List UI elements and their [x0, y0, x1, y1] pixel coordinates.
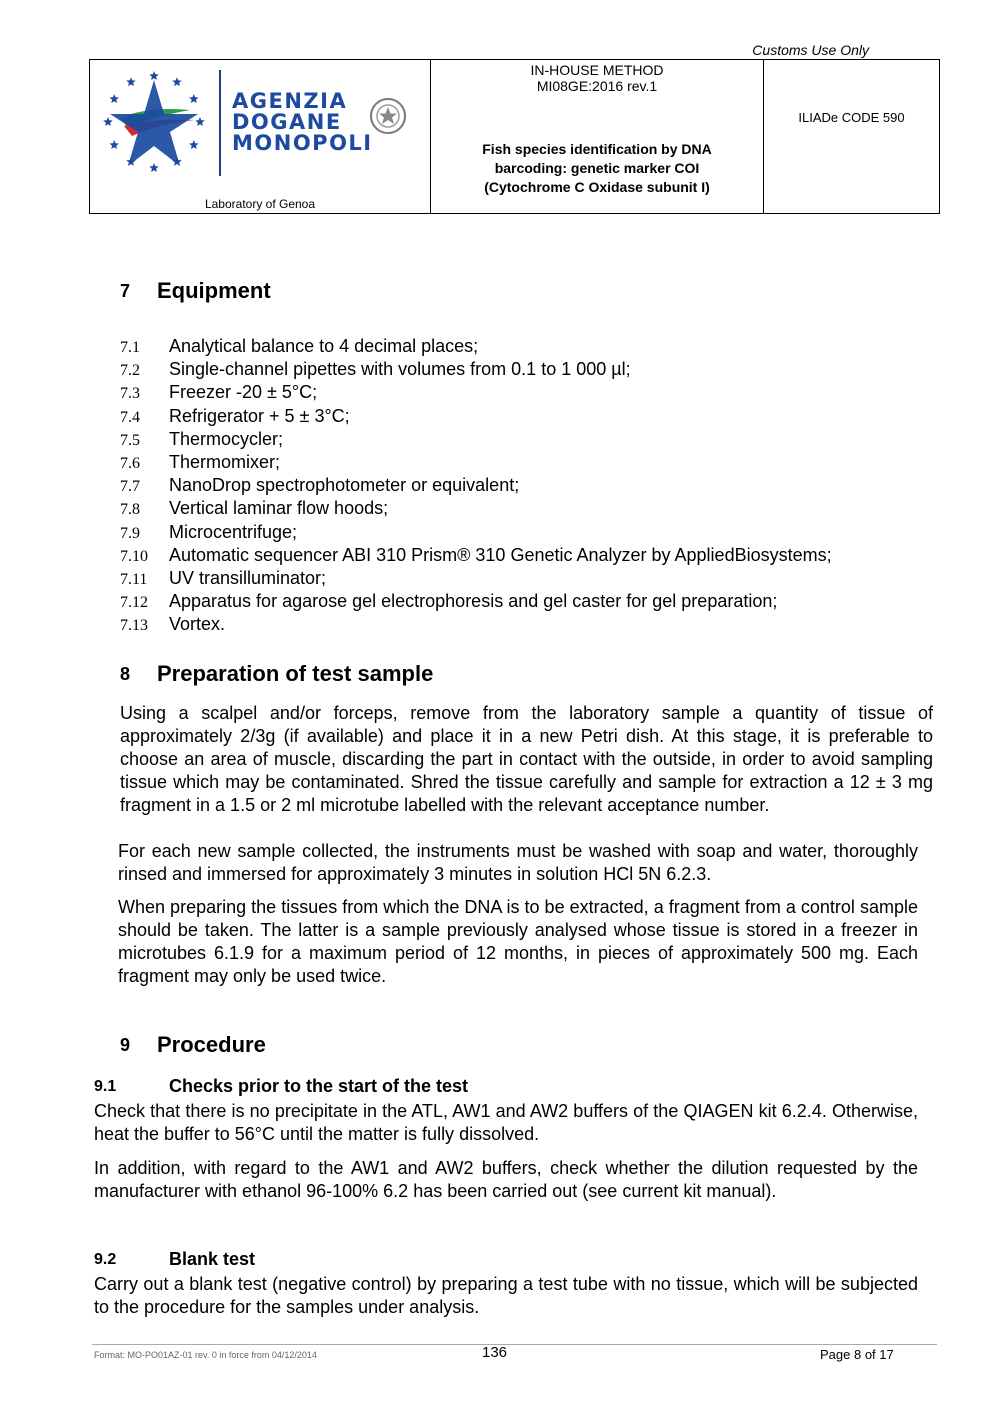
subsection-title: Blank test: [169, 1249, 256, 1269]
paragraph-blank-test: Carry out a blank test (negative control) by preparing a test tube with no tissue, which will be subjected to the procedure for the samples under analysis.: [94, 1274, 918, 1317]
iliade-code: ILIADe CODE 590: [798, 110, 905, 125]
list-item: 7.1 Analytical balance to 4 decimal places;: [120, 336, 479, 356]
paragraph-sample-cutting: Using a scalpel and/or forceps, remove from the laboratory sample a quantity of tissue of approximately 2/3g (if available) and place it in a new Petri dish. At this stage, it is preferable to choose an area of muscle, discarding the part in contact with the outside, in order to avoid sampling tissue which may be contaminated. Shred the tissue carefully and sample for extraction a 12 ± 3 mg fragment in a 1.5 or 2 ml microtube labelled with the relevant acceptance number.: [120, 703, 933, 815]
subsection-title: Checks prior to the start of the test: [169, 1076, 469, 1096]
section-title: Procedure: [157, 1032, 266, 1057]
equipment-list: [120, 335, 832, 636]
logo-star-icon: [109, 94, 119, 103]
list-item: 7.6 Thermomixer;: [120, 451, 281, 472]
footer-format-note: Format: MO-PO01AZ-01 rev. 0 in force from 04/12/2014: [94, 1350, 317, 1360]
italian-emblem-icon: [368, 92, 408, 140]
subsection-number: 9.1: [94, 1078, 117, 1095]
star-wreath-logo-icon: [98, 66, 210, 178]
paragraph-control-sample: When preparing the tissues from which the DNA is to be extracted, a fragment from a control sample should be taken. The latter is a sample previously analysed whose tissue is stored in a freezer in microtubes 6.1.9 for a maximum period of 12 months, in pieces of approximately 500 mg. Each fragment may only be used twice.: [118, 897, 918, 986]
logo-star-icon: [149, 163, 159, 172]
section-number: 8: [120, 664, 131, 684]
footer-page-number: Page 8 of 17: [820, 1347, 894, 1362]
logo-star-icon: [126, 77, 136, 86]
section-number: 9: [120, 1035, 131, 1055]
list-item: 7.5 Thermocycler;: [120, 428, 284, 449]
list-item: 7.11 UV transilluminator;: [120, 567, 327, 588]
paragraph-buffer-dilution: In addition, with regard to the AW1 and AW2 buffers, check whether the dilution requested by the manufacturer with ethanol 96-100% 6.2 has been carried out (see current kit manual).: [94, 1158, 918, 1201]
logo-star-icon: [149, 71, 159, 80]
logo-star-icon: [172, 77, 182, 86]
method-title: Fish species identification by DNA barcoding: genetic marker COI (Cytochrome C Oxidase subunit I): [482, 141, 712, 195]
list-item: 7.3 Freezer -20 ± 5°C;: [120, 382, 318, 403]
list-item: 7.9 Microcentrifuge;: [120, 521, 298, 542]
header-method-cell: [431, 60, 764, 213]
list-item: 7.12 Apparatus for agarose gel electrophoresis and gel caster for gel preparation;: [120, 591, 778, 612]
customs-use-note: Customs Use Only: [752, 42, 869, 58]
header-code-cell: [764, 60, 939, 213]
list-item: 7.8 Vertical laminar flow hoods;: [120, 498, 389, 519]
header-logo-cell: [90, 60, 431, 213]
section-title: Preparation of test sample: [157, 661, 434, 686]
logo-star-icon: [195, 117, 205, 126]
list-item: 7.4 Refrigerator + 5 ± 3°C;: [120, 405, 350, 426]
paragraph-instrument-washing: For each new sample collected, the instruments must be washed with soap and water, thoroughly rinsed and immersed for approximately 3 minutes in solution HCl 5N 6.2.3.: [118, 841, 918, 884]
document-header-table: [89, 59, 940, 214]
footer-center-number: 136: [482, 1344, 508, 1361]
logo-star-icon: [189, 94, 199, 103]
logo-star-icon: [103, 117, 113, 126]
logo-star-icon: [109, 140, 119, 149]
section-title: Equipment: [157, 278, 271, 303]
footer-divider: [92, 1344, 937, 1345]
list-item: 7.7 NanoDrop spectrophotometer or equivalent;: [120, 475, 520, 496]
laboratory-label: Laboratory of Genoa: [204, 197, 316, 211]
logo-star-icon: [189, 140, 199, 149]
section-number: 7: [120, 281, 131, 301]
logo-divider: [219, 70, 221, 176]
paragraph-precipitate-check: Check that there is no precipitate in the ATL, AW1 and AW2 buffers of the QIAGEN kit 6.2.4. Otherwise, heat the buffer to 56°C until the matter is fully dissolved.: [94, 1101, 918, 1144]
method-identifier: IN-HOUSE METHOD MI08GE:2016 rev.1: [530, 62, 664, 94]
subsection-number: 9.2: [94, 1251, 117, 1268]
list-item: 7.10 Automatic sequencer ABI 310 Prism® 310 Genetic Analyzer by AppliedBiosystems;: [120, 544, 832, 565]
list-item: 7.2 Single-channel pipettes with volumes from 0.1 to 1 000 µl;: [120, 359, 631, 380]
list-item: 7.13 Vortex.: [120, 614, 226, 635]
agency-logo-text: AGENZIA DOGANE MONOPOLI: [232, 89, 373, 155]
